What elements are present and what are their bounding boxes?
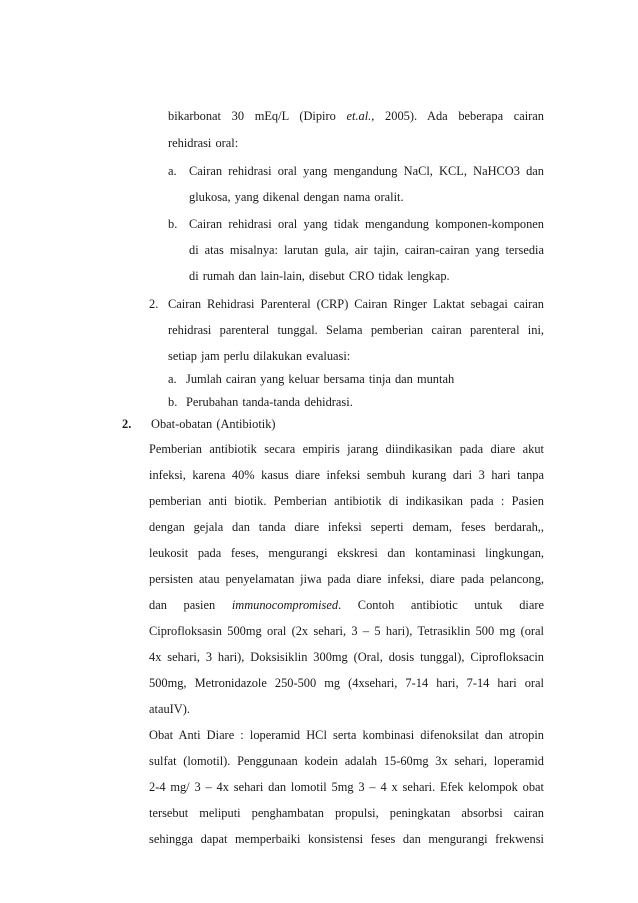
section2-line-6: persisten atau penyelamatan jiwa pada diare infeksi, diare pada pelancong, <box>149 572 544 586</box>
oral-item-a-line-1: Cairan rehidrasi oral yang mengandung NaCl, KCL, NaHCO3 dan <box>189 164 544 178</box>
oral-item-b-line-3: di rumah dan lain-lain, disebut CRO tidak lengkap. <box>189 269 450 283</box>
parenteral-sub-a-text: Jumlah cairan yang keluar bersama tinja dan muntah <box>186 372 455 386</box>
oral-item-a-marker: a. <box>168 164 177 178</box>
parenteral-line-2: rehidrasi parenteral tunggal. Selama pemberian cairan parenteral ini, <box>168 323 544 337</box>
section2-line-11: atauIV). <box>149 702 190 716</box>
intro-line-2: rehidrasi oral: <box>168 136 239 150</box>
parenteral-line-1: Cairan Rehidrasi Parenteral (CRP) Cairan Ringer Laktat sebagai cairan <box>168 297 544 311</box>
section2-line-2: infeksi, karena 40% kasus diare infeksi sembuh kurang dari 3 hari tanpa <box>149 468 544 482</box>
section2-line-7 <box>149 597 544 613</box>
intro-line-1-text-b: 2005). Ada beberapa cairan <box>374 109 544 123</box>
oral-item-b-line-1: Cairan rehidrasi oral yang tidak mengandung komponen-komponen <box>189 217 544 231</box>
section2-line-9: 4x sehari, 3 hari), Doksisiklin 300mg (Oral, dosis tunggal), Ciprofloksacin <box>149 650 544 664</box>
section2-line-14: 2-4 mg/ 3 – 4x sehari dan lomotil 5mg 3 – 4 x sehari. Efek kelompok obat <box>149 780 544 794</box>
intro-line-1 <box>168 108 544 124</box>
parenteral-sub-b-text: Perubahan tanda-tanda dehidrasi. <box>186 395 353 409</box>
section2-line-7-text-b: . Contoh antibiotic untuk diare <box>338 598 544 612</box>
section2-line-7-text-a: dan pasien <box>149 598 232 612</box>
section2-line-1: Pemberian antibiotik secara empiris jarang diindikasikan pada diare akut <box>149 442 544 456</box>
intro-line-1-text-a: bikarbonat 30 mEq/L (Dipiro <box>168 109 347 123</box>
section2-line-4: dengan gejala dan tanda diare infeksi seperti demam, feses berdarah,, <box>149 520 544 534</box>
section2-heading: Obat-obatan (Antibiotik) <box>151 417 276 431</box>
section2-line-7-term: immunocompromised <box>231 598 339 612</box>
section2-line-8: Ciprofloksasin 500mg oral (2x sehari, 3 – 5 hari), Tetrasiklin 500 mg (oral <box>149 624 544 638</box>
section2-line-3: pemberian anti biotik. Pemberian antibiotik di indikasikan pada : Pasien <box>149 494 544 508</box>
section2-line-15: tersebut meliputi penghambatan propulsi, peningkatan absorbsi cairan <box>149 806 544 820</box>
oral-item-a-line-2: glukosa, yang dikenal dengan nama oralit. <box>189 190 404 204</box>
section2-line-5: leukosit pada feses, mengurangi ekskresi dan kontaminasi lingkungan, <box>149 546 544 560</box>
parenteral-marker: 2. <box>149 297 159 311</box>
section2-line-13: sulfat (lomotil). Penggunaan kodein adalah 15-60mg 3x sehari, loperamid <box>149 754 544 768</box>
section2-marker: 2. <box>122 417 132 431</box>
intro-line-1-citation: et.al., <box>346 109 375 123</box>
section2-line-10: 500mg, Metronidazole 250-500 mg (4xsehari, 7-14 hari, 7-14 hari oral <box>149 676 544 690</box>
parenteral-line-3: setiap jam perlu dilakukan evaluasi: <box>168 349 351 363</box>
parenteral-sub-b-marker: b. <box>168 395 178 409</box>
section2-line-16: sehingga dapat memperbaiki konsistensi feses dan mengurangi frekwensi <box>149 832 544 846</box>
oral-item-b-marker: b. <box>168 217 178 231</box>
oral-item-b-line-2: di atas misalnya: larutan gula, air tajin, cairan-cairan yang tersedia <box>189 243 544 257</box>
parenteral-sub-a-marker: a. <box>168 372 177 386</box>
section2-line-12: Obat Anti Diare : loperamid HCl serta kombinasi difenoksilat dan atropin <box>149 728 544 742</box>
